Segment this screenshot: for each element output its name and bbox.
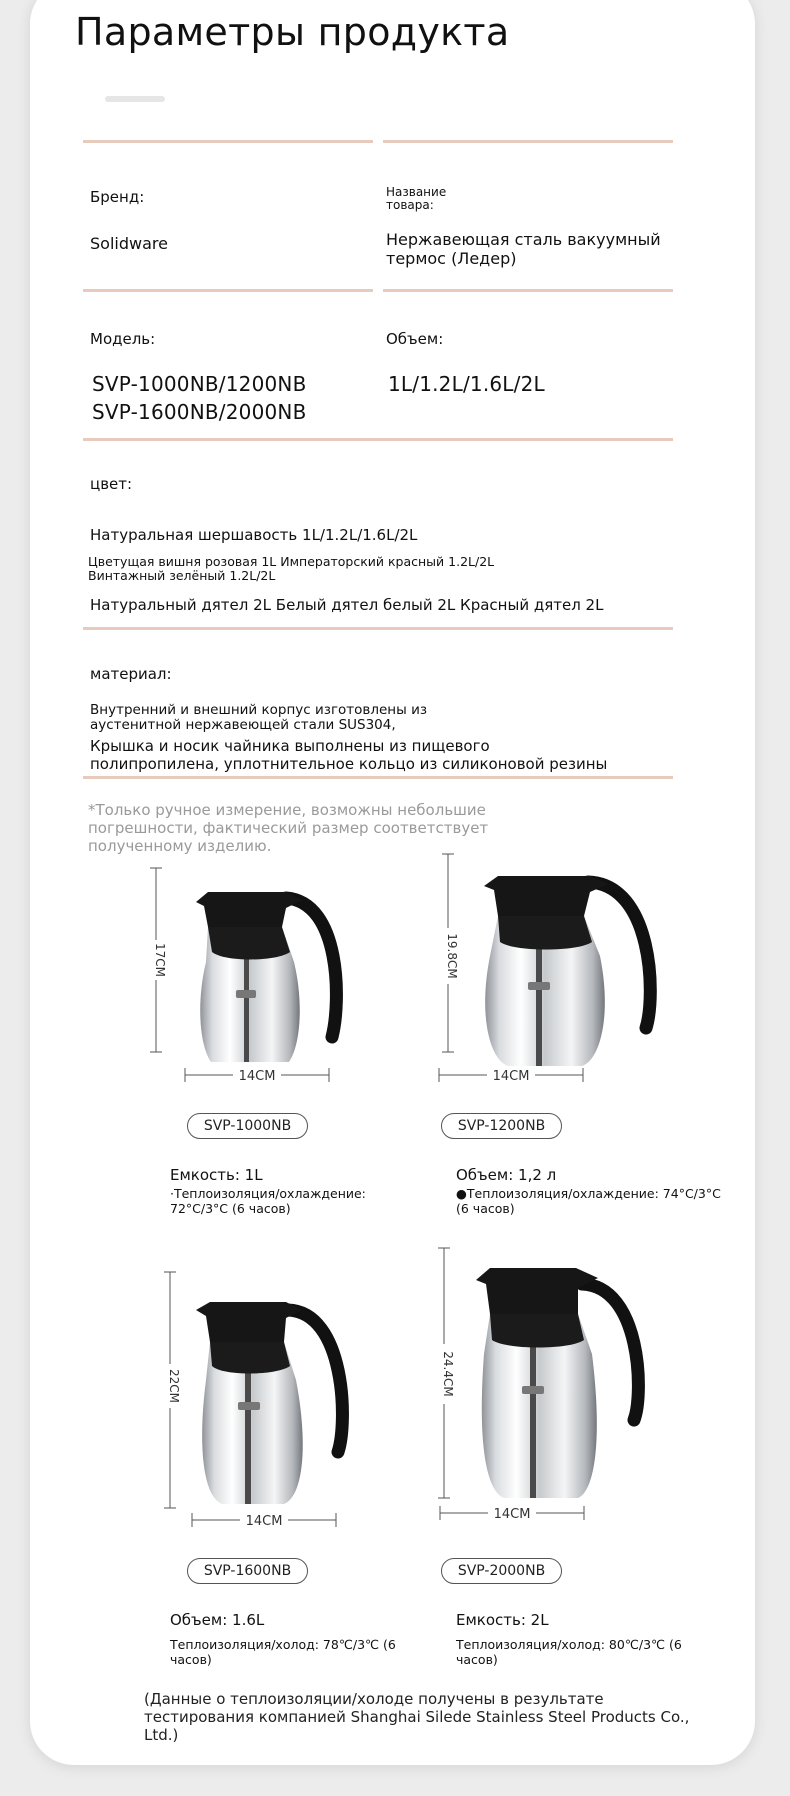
divider (383, 140, 673, 143)
test-data-footer: (Данные о теплоизоляции/холоде получены в результате тестирования компанией Shanghai Silede Stainless Steel Products Co., Ltd.) (144, 1690, 690, 1744)
height-label: 17CM (153, 942, 167, 978)
insulation-text: ·Теплоизоляция/охлаждение: 72°C/3°C (6 часов) (170, 1186, 366, 1216)
divider (83, 140, 373, 143)
model-label: Модель: (90, 330, 156, 348)
product-svp-2000nb-diagram (426, 1234, 676, 1524)
width-label: 14CM (245, 1514, 283, 1529)
model-badge: SVP-1200NB (441, 1113, 562, 1139)
title-accent-bar (105, 96, 165, 102)
material-line-1: Внутренний и внешний корпус изготовлены из аустенитной нержавеющей стали SUS304, (90, 702, 428, 733)
model-badge: SVP-2000NB (441, 1558, 562, 1584)
capacity-text: Емкость: 1L (170, 1166, 263, 1184)
model-value-1: SVP-1000NB/1200NB (92, 372, 307, 396)
divider (383, 289, 673, 292)
brand-label: Бренд: (90, 188, 145, 206)
width-label: 14CM (238, 1069, 276, 1084)
divider (83, 776, 673, 779)
height-label: 19.8CM (445, 933, 459, 979)
width-label: 14CM (492, 1069, 530, 1084)
capacity-text: Объем: 1,2 л (456, 1166, 557, 1184)
width-dimension (190, 1509, 340, 1531)
divider (83, 289, 373, 292)
color-line-2: Цветущая вишня розовая 1L Императорский красный 1.2L/2L Винтажный зелёный 1.2L/2L (88, 554, 495, 583)
color-line-1: Натуральная шершавость 1L/1.2L/1.6L/2L (90, 526, 418, 544)
material-label: материал: (90, 665, 172, 683)
volume-label: Объем: (386, 330, 444, 348)
volume-value: 1L/1.2L/1.6L/2L (388, 372, 545, 396)
product-name-label: Название товара: (386, 185, 447, 212)
model-badge: SVP-1600NB (187, 1558, 308, 1584)
model-value-2: SVP-1600NB/2000NB (92, 400, 307, 424)
color-line-3: Натуральный дятел 2L Белый дятел белый 2L Красный дятел 2L (90, 596, 604, 614)
model-badge: SVP-1000NB (187, 1113, 308, 1139)
product-svp-1000nb-diagram (136, 862, 366, 1062)
product-card (30, 0, 755, 1765)
width-dimension (438, 1502, 588, 1524)
product-svp-1600nb-diagram (150, 1232, 390, 1512)
width-dimension (437, 1064, 587, 1086)
divider (83, 627, 673, 630)
product-name-value: Нержавеющая сталь вакуумный термос (Ледер) (386, 230, 661, 268)
insulation-text: Теплоизоляция/холод: 78℃/3℃ (6 часов) (170, 1637, 396, 1667)
height-label: 24.4CM (441, 1351, 455, 1397)
product-svp-1200nb-diagram (428, 846, 678, 1076)
insulation-text: ●Теплоизоляция/охлаждение: 74°C/3°C (6 часов) (456, 1186, 721, 1216)
page-title: Параметры продукта (75, 10, 510, 54)
capacity-text: Емкость: 2L (456, 1611, 549, 1629)
height-label: 22CM (167, 1368, 181, 1404)
width-dimension (183, 1064, 333, 1086)
brand-value: Solidware (90, 234, 168, 253)
width-label: 14CM (493, 1507, 531, 1522)
measurement-note: *Только ручное измерение, возможны небольшие погрешности, фактический размер соответствует полученному изделию. (88, 801, 489, 855)
divider (83, 438, 673, 441)
color-label: цвет: (90, 475, 133, 493)
insulation-text: Теплоизоляция/холод: 80℃/3℃ (6 часов) (456, 1637, 682, 1667)
material-line-2: Крышка и носик чайника выполнены из пищевого полипропилена, уплотнительное кольцо из силиконовой резины (90, 737, 608, 773)
capacity-text: Объем: 1.6L (170, 1611, 265, 1629)
